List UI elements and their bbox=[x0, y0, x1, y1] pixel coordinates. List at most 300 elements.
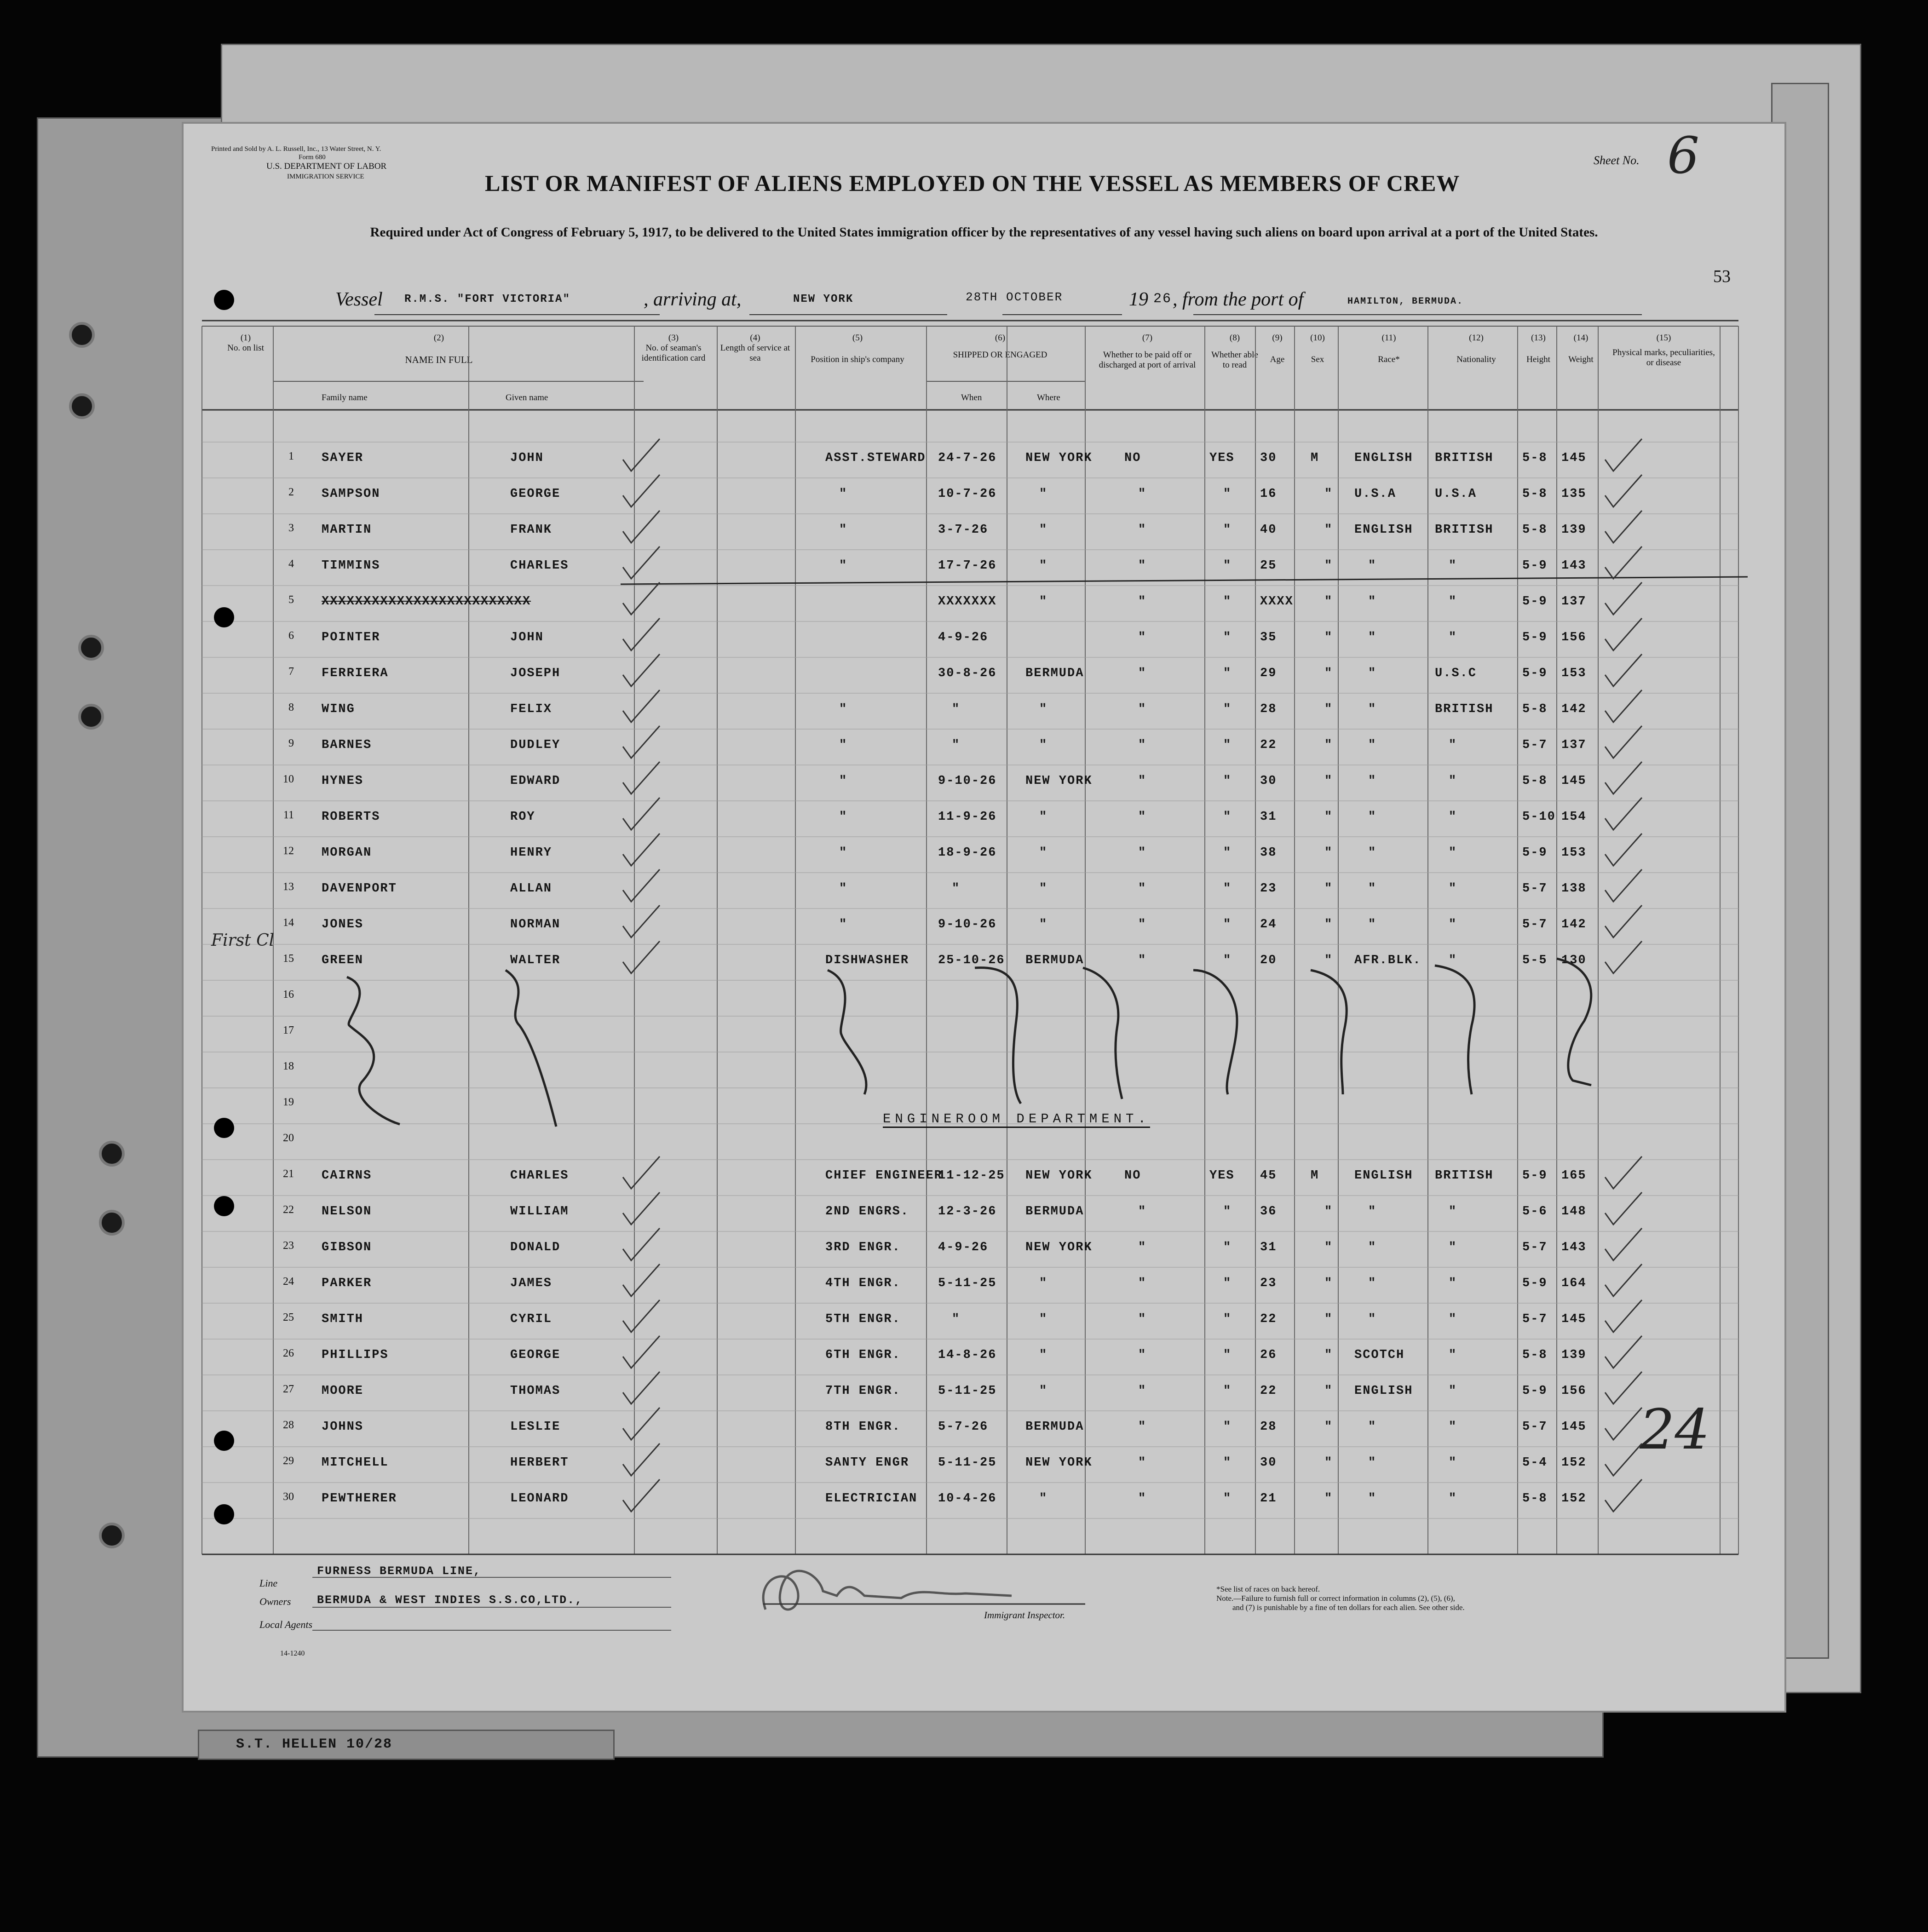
cell-shipped-where: " bbox=[1039, 595, 1048, 609]
binder-hole bbox=[78, 704, 104, 730]
punch-hole bbox=[214, 1431, 234, 1451]
cell-weight: 143 bbox=[1561, 559, 1587, 573]
cell-able-to-read: " bbox=[1223, 810, 1232, 824]
cell-nationality: " bbox=[1449, 882, 1457, 896]
cell-shipped-where: " bbox=[1039, 846, 1048, 860]
cell-shipped-where: BERMUDA bbox=[1025, 1420, 1084, 1434]
footer-line-value: FURNESS BERMUDA LINE, bbox=[317, 1564, 482, 1578]
bottom-tab-label: S.T. HELLEN 10/28 bbox=[236, 1736, 393, 1752]
cell-able-to-read: " bbox=[1223, 1456, 1232, 1470]
cell-height: 5-8 bbox=[1522, 702, 1548, 716]
cell-position: ELECTRICIAN bbox=[825, 1492, 918, 1506]
cell-shipped-when: 17-7-26 bbox=[938, 559, 997, 573]
cell-shipped-where: " bbox=[1039, 738, 1048, 752]
row-number: 26 bbox=[283, 1347, 294, 1359]
row-number: 22 bbox=[283, 1204, 294, 1216]
cell-nationality: U.S.A bbox=[1435, 487, 1477, 501]
cell-height: 5-8 bbox=[1522, 523, 1548, 537]
row-number: 30 bbox=[283, 1491, 294, 1503]
col-header-shipped: (6) SHIPPED OR ENGAGED bbox=[953, 333, 1047, 360]
cell-race: AFR.BLK. bbox=[1354, 954, 1422, 967]
cell-family-name: ROBERTS bbox=[322, 810, 380, 824]
cell-able-to-read: " bbox=[1223, 1384, 1232, 1398]
cell-age: 31 bbox=[1260, 1241, 1277, 1254]
punch-hole bbox=[214, 290, 234, 310]
cell-nationality: BRITISH bbox=[1435, 451, 1494, 465]
cell-family-name: MORGAN bbox=[322, 846, 372, 860]
cell-age: 22 bbox=[1260, 738, 1277, 752]
footer-note-fine-1: Note.—Failure to furnish full or correct information in columns (2), (5), (6), bbox=[1216, 1594, 1455, 1603]
cell-paid-off: " bbox=[1138, 774, 1147, 788]
cell-weight: 145 bbox=[1561, 451, 1587, 465]
cell-age: 21 bbox=[1260, 1492, 1277, 1506]
cell-position: " bbox=[839, 882, 848, 896]
cell-weight: 152 bbox=[1561, 1492, 1587, 1506]
cell-weight: 137 bbox=[1561, 738, 1587, 752]
cell-height: 5-9 bbox=[1522, 1276, 1548, 1290]
cell-able-to-read: " bbox=[1223, 918, 1232, 932]
cell-given-name: CYRIL bbox=[510, 1312, 553, 1326]
cell-shipped-when: 9-10-26 bbox=[938, 774, 997, 788]
cell-paid-off: " bbox=[1138, 1420, 1147, 1434]
cell-position: 8TH ENGR. bbox=[825, 1420, 901, 1434]
cell-weight: 154 bbox=[1561, 810, 1587, 824]
cell-nationality: " bbox=[1449, 1384, 1457, 1398]
manifest-sheet bbox=[182, 122, 1786, 1713]
cell-nationality: " bbox=[1449, 559, 1457, 573]
cell-race: " bbox=[1368, 1492, 1377, 1506]
cell-height: 5-8 bbox=[1522, 451, 1548, 465]
cell-sex: M bbox=[1311, 451, 1319, 465]
cell-height: 5-8 bbox=[1522, 487, 1548, 501]
cell-able-to-read: " bbox=[1223, 846, 1232, 860]
cell-able-to-read: " bbox=[1223, 523, 1232, 537]
cell-position: DISHWASHER bbox=[825, 954, 909, 967]
cell-able-to-read: " bbox=[1223, 1241, 1232, 1254]
cell-shipped-where: BERMUDA bbox=[1025, 954, 1084, 967]
cell-height: 5-4 bbox=[1522, 1456, 1548, 1470]
cell-age: 22 bbox=[1260, 1384, 1277, 1398]
subheader-family: Family name bbox=[322, 393, 368, 402]
cell-race: " bbox=[1368, 631, 1377, 644]
cell-position: " bbox=[839, 810, 848, 824]
cell-nationality: BRITISH bbox=[1435, 523, 1494, 537]
cell-shipped-where: " bbox=[1039, 1312, 1048, 1326]
total-annotation: 24 bbox=[1640, 1398, 1710, 1462]
cell-shipped-when: 5-11-25 bbox=[938, 1456, 997, 1470]
cell-given-name: FRANK bbox=[510, 523, 553, 537]
cell-able-to-read: YES bbox=[1209, 451, 1235, 465]
cell-age: 38 bbox=[1260, 846, 1277, 860]
year-suffix: 26 bbox=[1153, 291, 1172, 307]
cell-race: " bbox=[1368, 702, 1377, 716]
cell-height: 5-9 bbox=[1522, 1384, 1548, 1398]
col-header-position: (5) Position in ship's company bbox=[811, 333, 904, 364]
cell-height: 5-9 bbox=[1522, 595, 1548, 609]
checkmarks-id-column bbox=[623, 439, 660, 1512]
cell-able-to-read: " bbox=[1223, 954, 1232, 967]
cell-paid-off: " bbox=[1138, 631, 1147, 644]
cell-age: 30 bbox=[1260, 1456, 1277, 1470]
cell-family-name: JOHNS bbox=[322, 1420, 364, 1434]
cell-weight: 156 bbox=[1561, 631, 1587, 644]
cell-given-name: ALLAN bbox=[510, 882, 553, 896]
cell-given-name: HENRY bbox=[510, 846, 553, 860]
col-header-paid-off: (7) Whether to be paid off or discharged at port of arrival bbox=[1099, 333, 1196, 370]
cell-sex: " bbox=[1324, 559, 1333, 573]
cell-given-name: JOHN bbox=[510, 451, 544, 465]
cell-position: 2ND ENGRS. bbox=[825, 1205, 909, 1219]
subheader-when: When bbox=[961, 393, 982, 402]
cell-given-name: NORMAN bbox=[510, 918, 561, 932]
cell-shipped-where: " bbox=[1039, 1384, 1048, 1398]
cell-nationality: " bbox=[1449, 1456, 1457, 1470]
footer-inspector-label: Immigrant Inspector. bbox=[984, 1610, 1065, 1621]
cell-family-name: XXXXXXXXXXXXXXXXXXXXXXXXX bbox=[322, 595, 531, 609]
footer-note-fine-2: and (7) is punishable by a fine of ten dollars for each alien. See other side. bbox=[1232, 1603, 1465, 1612]
cell-shipped-where: " bbox=[1039, 882, 1048, 896]
cell-position: 5TH ENGR. bbox=[825, 1312, 901, 1326]
cell-shipped-when: 14-8-26 bbox=[938, 1348, 997, 1362]
cell-shipped-where: " bbox=[1039, 702, 1048, 716]
cell-shipped-when: 5-11-25 bbox=[938, 1384, 997, 1398]
punch-hole bbox=[214, 607, 234, 627]
subheader-given: Given name bbox=[506, 393, 548, 402]
cell-nationality: U.S.C bbox=[1435, 667, 1477, 680]
row-number: 1 bbox=[288, 450, 294, 462]
cell-position: 4TH ENGR. bbox=[825, 1276, 901, 1290]
cell-given-name: CHARLES bbox=[510, 559, 569, 573]
cell-age: 16 bbox=[1260, 487, 1277, 501]
cell-weight: 139 bbox=[1561, 1348, 1587, 1362]
cell-nationality: " bbox=[1449, 918, 1457, 932]
sheet-no-value: 6 bbox=[1667, 126, 1699, 185]
cell-weight: 137 bbox=[1561, 595, 1587, 609]
cell-position: 3RD ENGR. bbox=[825, 1241, 901, 1254]
footer-line-label: Line bbox=[259, 1577, 278, 1589]
cell-position: SANTY ENGR bbox=[825, 1456, 909, 1470]
cell-age: 40 bbox=[1260, 523, 1277, 537]
cell-race: ENGLISH bbox=[1354, 523, 1413, 537]
cell-nationality: " bbox=[1449, 631, 1457, 644]
cell-age: XXXX bbox=[1260, 595, 1294, 609]
cell-sex: " bbox=[1324, 774, 1333, 788]
cell-shipped-when: " bbox=[952, 882, 961, 896]
cell-weight: 135 bbox=[1561, 487, 1587, 501]
cell-shipped-when: 4-9-26 bbox=[938, 1241, 989, 1254]
cell-family-name: GREEN bbox=[322, 954, 364, 967]
cell-position: ASST.STEWARD bbox=[825, 451, 926, 465]
cell-race: " bbox=[1368, 1205, 1377, 1219]
row-number: 18 bbox=[283, 1060, 294, 1072]
footer-agents-label: Local Agents bbox=[259, 1619, 313, 1630]
cell-weight: 164 bbox=[1561, 1276, 1587, 1290]
cell-position: " bbox=[839, 846, 848, 860]
cell-family-name: SMITH bbox=[322, 1312, 364, 1326]
cell-sex: " bbox=[1324, 702, 1333, 716]
cell-able-to-read: " bbox=[1223, 1276, 1232, 1290]
cell-position: CHIEF ENGINEER bbox=[825, 1169, 943, 1183]
col-header-sex: (10) Sex bbox=[1310, 333, 1325, 364]
cell-able-to-read: " bbox=[1223, 1420, 1232, 1434]
from-port-label: , from the port of bbox=[1173, 289, 1304, 310]
cell-sex: " bbox=[1324, 918, 1333, 932]
cell-race: ENGLISH bbox=[1354, 1384, 1413, 1398]
section-label: ENGINEROOM DEPARTMENT. bbox=[883, 1111, 1150, 1128]
cell-height: 5-8 bbox=[1522, 1492, 1548, 1506]
col-header-read: (8) Whether able to read bbox=[1211, 333, 1258, 370]
cell-weight: 145 bbox=[1561, 1312, 1587, 1326]
cell-shipped-where: BERMUDA bbox=[1025, 1205, 1084, 1219]
cell-height: 5-10 bbox=[1522, 810, 1556, 824]
cell-age: 28 bbox=[1260, 1420, 1277, 1434]
cell-paid-off: " bbox=[1138, 523, 1147, 537]
cell-position: " bbox=[839, 774, 848, 788]
cell-shipped-when: 18-9-26 bbox=[938, 846, 997, 860]
cell-paid-off: " bbox=[1138, 1241, 1147, 1254]
cell-able-to-read: " bbox=[1223, 1312, 1232, 1326]
cell-height: 5-9 bbox=[1522, 1169, 1548, 1183]
cell-family-name: HYNES bbox=[322, 774, 364, 788]
col-header-service: (4) Length of service at sea bbox=[720, 333, 790, 363]
punch-hole bbox=[214, 1196, 234, 1216]
cell-weight: 139 bbox=[1561, 523, 1587, 537]
cell-race: " bbox=[1368, 882, 1377, 896]
row-number: 29 bbox=[283, 1455, 294, 1467]
binder-hole bbox=[99, 1141, 125, 1167]
bottom-tab bbox=[198, 1730, 615, 1760]
cell-paid-off: " bbox=[1138, 559, 1147, 573]
cell-shipped-when: XXXXXXX bbox=[938, 595, 997, 609]
cell-shipped-when: 9-10-26 bbox=[938, 918, 997, 932]
cell-race: " bbox=[1368, 810, 1377, 824]
cell-position: " bbox=[839, 738, 848, 752]
cell-weight: 138 bbox=[1561, 882, 1587, 896]
binder-hole bbox=[99, 1210, 125, 1236]
cell-weight: 130 bbox=[1561, 954, 1587, 967]
cell-given-name: JOHN bbox=[510, 631, 544, 644]
cell-paid-off: NO bbox=[1124, 1169, 1141, 1183]
cell-shipped-when: 10-7-26 bbox=[938, 487, 997, 501]
cell-paid-off: " bbox=[1138, 918, 1147, 932]
cell-shipped-where: " bbox=[1039, 1276, 1048, 1290]
cell-sex: " bbox=[1324, 1312, 1333, 1326]
sheet-no-label: Sheet No. bbox=[1594, 154, 1640, 167]
col-header-id-card: (3) No. of seaman's identification card bbox=[641, 333, 706, 363]
cell-race: " bbox=[1368, 738, 1377, 752]
col-header-physical: (15) Physical marks, peculiarities, or disease bbox=[1612, 333, 1715, 368]
cell-age: 20 bbox=[1260, 954, 1277, 967]
binder-hole bbox=[69, 322, 95, 348]
cell-sex: " bbox=[1324, 1456, 1333, 1470]
cell-shipped-where: BERMUDA bbox=[1025, 667, 1084, 680]
cell-race: " bbox=[1368, 1456, 1377, 1470]
ditto-squiggles bbox=[347, 959, 1591, 1127]
cell-sex: " bbox=[1324, 810, 1333, 824]
cell-shipped-where: " bbox=[1039, 1492, 1048, 1506]
cell-height: 5-7 bbox=[1522, 738, 1548, 752]
cell-family-name: NELSON bbox=[322, 1205, 372, 1219]
cell-height: 5-8 bbox=[1522, 1348, 1548, 1362]
cell-family-name: WING bbox=[322, 702, 355, 716]
arriving-label: , arriving at, bbox=[644, 289, 742, 310]
cell-height: 5-8 bbox=[1522, 774, 1548, 788]
cell-given-name: FELIX bbox=[510, 702, 553, 716]
cell-nationality: " bbox=[1449, 774, 1457, 788]
cell-shipped-when: 24-7-26 bbox=[938, 451, 997, 465]
cell-shipped-when: 5-7-26 bbox=[938, 1420, 989, 1434]
cell-age: 35 bbox=[1260, 631, 1277, 644]
cell-height: 5-5 bbox=[1522, 954, 1548, 967]
row-number: 14 bbox=[283, 917, 294, 929]
cell-family-name: SAMPSON bbox=[322, 487, 380, 501]
cell-shipped-when: 4-9-26 bbox=[938, 631, 989, 644]
cell-shipped-when: " bbox=[952, 1312, 961, 1326]
cell-race: SCOTCH bbox=[1354, 1348, 1405, 1362]
cell-shipped-when: " bbox=[952, 738, 961, 752]
cell-position: " bbox=[839, 918, 848, 932]
cell-race: " bbox=[1368, 918, 1377, 932]
row-number: 28 bbox=[283, 1419, 294, 1431]
cell-nationality: " bbox=[1449, 1420, 1457, 1434]
cell-sex: " bbox=[1324, 631, 1333, 644]
row-number: 5 bbox=[288, 594, 294, 606]
cell-sex: M bbox=[1311, 1169, 1319, 1183]
checkmarks-physical-column bbox=[1605, 439, 1642, 1512]
binder-hole bbox=[78, 635, 104, 661]
cell-family-name: JONES bbox=[322, 918, 364, 932]
cell-race: " bbox=[1368, 774, 1377, 788]
cell-position: " bbox=[839, 523, 848, 537]
footer-owners-label: Owners bbox=[259, 1596, 291, 1607]
col-header-no: (1) No. on list bbox=[227, 333, 264, 353]
cell-nationality: " bbox=[1449, 954, 1457, 967]
cell-shipped-where: NEW YORK bbox=[1025, 774, 1093, 788]
cell-nationality: " bbox=[1449, 1348, 1457, 1362]
cell-able-to-read: " bbox=[1223, 667, 1232, 680]
cell-weight: 145 bbox=[1561, 1420, 1587, 1434]
cell-race: " bbox=[1368, 1276, 1377, 1290]
cell-shipped-when: 30-8-26 bbox=[938, 667, 997, 680]
form-number: Form 680 bbox=[299, 154, 326, 161]
cell-able-to-read: " bbox=[1223, 1492, 1232, 1506]
cell-age: 28 bbox=[1260, 702, 1277, 716]
cell-shipped-where: " bbox=[1039, 559, 1048, 573]
cell-able-to-read: " bbox=[1223, 487, 1232, 501]
row-number: 8 bbox=[288, 702, 294, 713]
cell-sex: " bbox=[1324, 523, 1333, 537]
cell-shipped-when: 5-11-25 bbox=[938, 1276, 997, 1290]
cell-paid-off: " bbox=[1138, 810, 1147, 824]
cell-age: 23 bbox=[1260, 1276, 1277, 1290]
row-number: 27 bbox=[283, 1383, 294, 1395]
cell-shipped-where: NEW YORK bbox=[1025, 1241, 1093, 1254]
cell-family-name: GIBSON bbox=[322, 1241, 372, 1254]
cell-paid-off: " bbox=[1138, 667, 1147, 680]
cell-weight: 156 bbox=[1561, 1384, 1587, 1398]
handwritten-marks bbox=[184, 124, 1784, 1711]
punch-hole bbox=[214, 1118, 234, 1138]
cell-nationality: " bbox=[1449, 595, 1457, 609]
cell-shipped-where: " bbox=[1039, 1348, 1048, 1362]
cell-weight: 148 bbox=[1561, 1205, 1587, 1219]
cell-shipped-where: " bbox=[1039, 810, 1048, 824]
cell-family-name: CAIRNS bbox=[322, 1169, 372, 1183]
footer-form-no: 14-1240 bbox=[280, 1650, 305, 1657]
cell-nationality: BRITISH bbox=[1435, 702, 1494, 716]
col-header-age: (9) Age bbox=[1270, 333, 1285, 364]
cell-weight: 142 bbox=[1561, 918, 1587, 932]
cell-shipped-where: " bbox=[1039, 487, 1048, 501]
cell-nationality: " bbox=[1449, 1241, 1457, 1254]
cell-race: " bbox=[1368, 1312, 1377, 1326]
cell-paid-off: " bbox=[1138, 846, 1147, 860]
cell-given-name: EDWARD bbox=[510, 774, 561, 788]
cell-family-name: POINTER bbox=[322, 631, 380, 644]
cell-nationality: " bbox=[1449, 1492, 1457, 1506]
cell-paid-off: " bbox=[1138, 595, 1147, 609]
cell-weight: 142 bbox=[1561, 702, 1587, 716]
cell-weight: 153 bbox=[1561, 846, 1587, 860]
cell-race: " bbox=[1368, 1241, 1377, 1254]
cell-age: 24 bbox=[1260, 918, 1277, 932]
cell-family-name: BARNES bbox=[322, 738, 372, 752]
cell-sex: " bbox=[1324, 667, 1333, 680]
cell-race: " bbox=[1368, 559, 1377, 573]
cell-paid-off: " bbox=[1138, 882, 1147, 896]
cell-paid-off: " bbox=[1138, 1312, 1147, 1326]
cell-shipped-where: " bbox=[1039, 523, 1048, 537]
cell-shipped-when: 10-4-26 bbox=[938, 1492, 997, 1506]
cell-shipped-where: NEW YORK bbox=[1025, 451, 1093, 465]
cell-position: 6TH ENGR. bbox=[825, 1348, 901, 1362]
row-number: 10 bbox=[283, 773, 294, 785]
cell-age: 30 bbox=[1260, 774, 1277, 788]
vessel-label: Vessel bbox=[335, 289, 383, 310]
cell-height: 5-9 bbox=[1522, 846, 1548, 860]
cell-family-name: FERRIERA bbox=[322, 667, 389, 680]
cell-age: 45 bbox=[1260, 1169, 1277, 1183]
cell-able-to-read: " bbox=[1223, 774, 1232, 788]
cell-given-name: GEORGE bbox=[510, 1348, 561, 1362]
cell-sex: " bbox=[1324, 1205, 1333, 1219]
cell-family-name: PHILLIPS bbox=[322, 1348, 389, 1362]
row-number: 23 bbox=[283, 1240, 294, 1252]
cell-height: 5-9 bbox=[1522, 631, 1548, 644]
cell-given-name: DUDLEY bbox=[510, 738, 561, 752]
from-port: HAMILTON, BERMUDA. bbox=[1347, 296, 1464, 307]
cell-given-name: LEONARD bbox=[510, 1492, 569, 1506]
cell-able-to-read: " bbox=[1223, 631, 1232, 644]
cell-height: 5-7 bbox=[1522, 1241, 1548, 1254]
cell-given-name: CHARLES bbox=[510, 1169, 569, 1183]
row-number: 21 bbox=[283, 1168, 294, 1180]
cell-shipped-when: 12-3-26 bbox=[938, 1205, 997, 1219]
cell-weight: 153 bbox=[1561, 667, 1587, 680]
row-number: 2 bbox=[288, 486, 294, 498]
printer-line: Printed and Sold by A. L. Russell, Inc., 13 Water Street, N. Y. bbox=[211, 145, 381, 153]
cell-height: 5-9 bbox=[1522, 559, 1548, 573]
subheader-where: Where bbox=[1037, 393, 1060, 402]
row-number: 17 bbox=[283, 1024, 294, 1036]
margin-note: First Cl bbox=[211, 931, 275, 950]
cell-family-name: PEWTHERER bbox=[322, 1492, 397, 1506]
cell-sex: " bbox=[1324, 487, 1333, 501]
cell-given-name: THOMAS bbox=[510, 1384, 561, 1398]
cell-position: " bbox=[839, 702, 848, 716]
cell-able-to-read: " bbox=[1223, 882, 1232, 896]
cell-able-to-read: " bbox=[1223, 595, 1232, 609]
